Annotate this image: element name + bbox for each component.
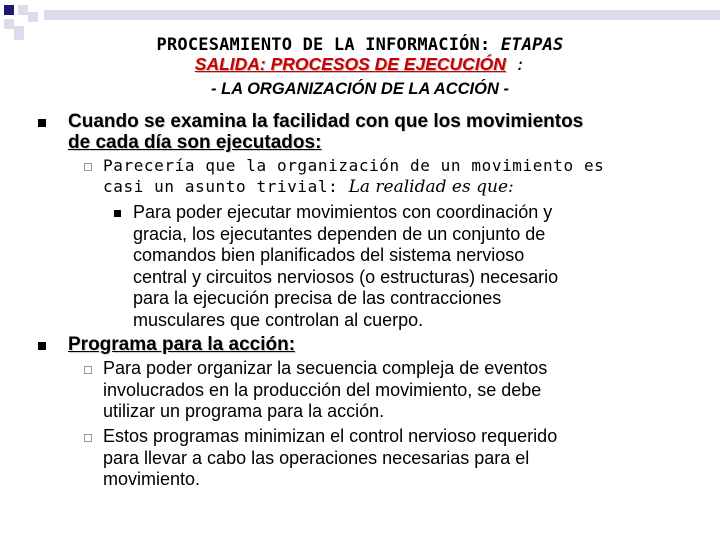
sub-bullet-2-2-text <box>103 426 557 491</box>
deco-square <box>28 12 38 22</box>
sub-sub-line: para la ejecución precisa de las contracciones <box>133 288 502 309</box>
title-line-2 <box>0 54 720 75</box>
hollow-square-bullet-icon <box>84 163 92 171</box>
sub-bullet-line: para llevar a cabo las operaciones necesarias para el <box>103 447 530 468</box>
deco-square <box>4 19 14 29</box>
title-italic: ETAPAS <box>500 35 564 55</box>
square-bullet-icon <box>38 342 46 350</box>
deco-square <box>4 5 14 15</box>
square-bullet-icon <box>38 119 46 127</box>
bullet-1-text <box>68 111 583 153</box>
sub-sub-line: Para poder ejecutar movimientos con coordinación y <box>133 202 553 222</box>
title-colon: : <box>505 55 526 74</box>
title-subheading: - LA ORGANIZACIÓN DE LA ACCIÓN - <box>211 80 509 98</box>
sub-bullet-line: movimiento. <box>103 469 201 490</box>
sub-bullet-line: Estos programas minimizan el control nervioso requerido <box>103 426 558 446</box>
title-subtitle-red: SALIDA: PROCESOS DE EJECUCIÓN <box>194 54 506 74</box>
title-line-1 <box>0 35 720 55</box>
sub-sub-bullet-text <box>133 202 558 332</box>
sub-sub-line: gracia, los ejecutantes dependen de un conjunto de <box>133 223 546 244</box>
square-bullet-icon <box>114 210 121 217</box>
sub-bullet-line: involucrados en la producción del movimiento, se debe <box>103 379 542 400</box>
deco-square <box>18 5 28 15</box>
sub-sub-line: central y circuitos nerviosos (o estructuras) necesario <box>133 266 559 287</box>
sub-bullet-line <box>103 176 604 198</box>
sub-bullet-line: Para poder organizar la secuencia compleja de eventos <box>103 358 548 378</box>
bullet-2-text <box>68 334 295 355</box>
sub-bullet-line: Parecería que la organización de un movimiento es <box>103 156 605 175</box>
title-line-3 <box>0 80 720 99</box>
sub-bullet-line: utilizar un programa para la acción. <box>103 401 385 422</box>
hollow-square-bullet-icon <box>84 366 92 374</box>
deco-top-bar <box>44 10 720 20</box>
bullet-1-line: Cuando se examina la facilidad con que los movimientos <box>68 111 584 132</box>
sub-bullet-plain: casi un asunto trivial: <box>103 177 349 196</box>
sub-sub-line: comandos bien planificados del sistema nervioso <box>133 245 525 266</box>
sub-sub-line: musculares que controlan al cuerpo. <box>133 309 424 330</box>
sub-bullet-italic: La realidad es que: <box>348 177 514 197</box>
bullet-1-line: de cada día son ejecutados: <box>68 132 322 153</box>
bullet-2-line: Programa para la acción: <box>68 334 296 355</box>
title-main: PROCESAMIENTO DE LA INFORMACIÓN: <box>156 35 501 55</box>
sub-bullet-2-1-text <box>103 358 547 423</box>
hollow-square-bullet-icon <box>84 434 92 442</box>
sub-bullet-1-text <box>103 155 604 198</box>
